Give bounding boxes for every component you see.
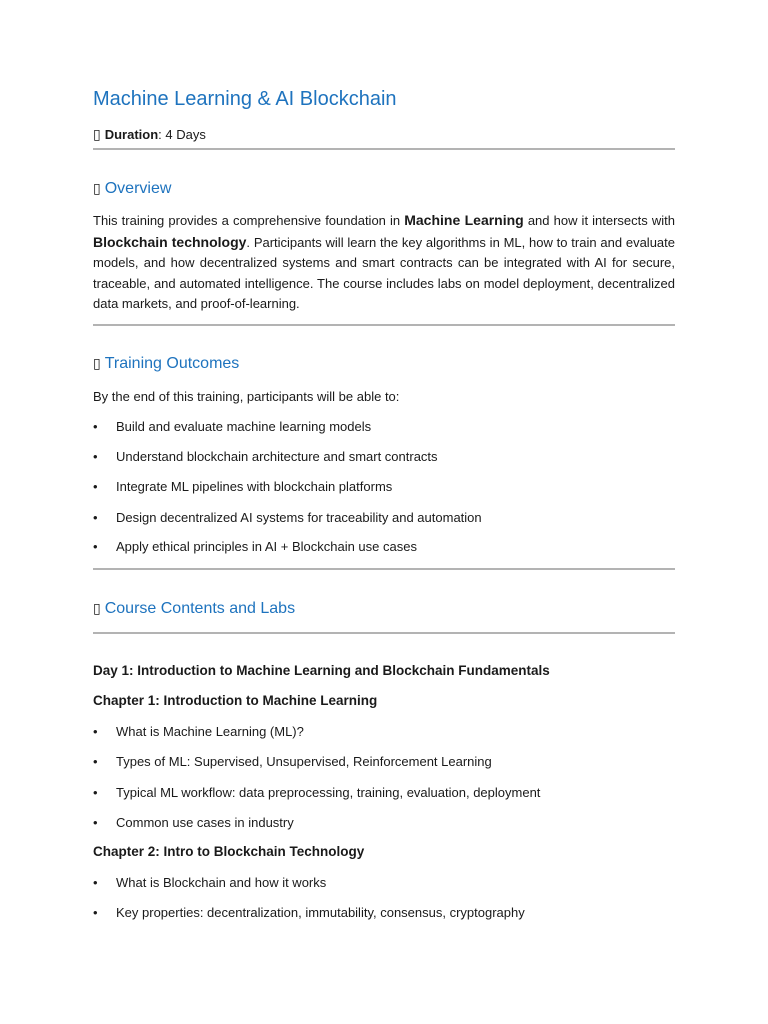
list-item-text: Typical ML workflow: data preprocessing, training, evaluation, deployment (116, 785, 541, 800)
chapter1-heading: Chapter 1: Introduction to Machine Learning (93, 693, 378, 708)
duration-line (93, 127, 206, 143)
list-item-text: Integrate ML pipelines with blockchain platforms (116, 479, 393, 494)
duration-value: : 4 Days (158, 127, 206, 142)
overview-icon: ▯ (93, 181, 101, 197)
list-item-text: Key properties: decentralization, immutability, consensus, cryptography (116, 905, 525, 920)
outcomes-intro: By the end of this training, participants will be able to: (93, 389, 400, 404)
list-item-text: Types of ML: Supervised, Unsupervised, Reinforcement Learning (116, 754, 492, 769)
list-item-text: Apply ethical principles in AI + Blockchain use cases (116, 539, 417, 554)
bullet-icon: • (93, 875, 98, 890)
bullet-icon: • (93, 815, 98, 830)
chapter2-heading: Chapter 2: Intro to Blockchain Technology (93, 844, 365, 859)
list-item-text: Common use cases in industry (116, 815, 294, 830)
divider (93, 632, 675, 634)
list-item-text: Build and evaluate machine learning models (116, 419, 372, 434)
divider (93, 148, 675, 150)
day1-heading: Day 1: Introduction to Machine Learning and Blockchain Fundamentals (93, 663, 550, 678)
outcomes-heading-text: Training Outcomes (104, 355, 240, 372)
bullet-icon: • (93, 905, 98, 920)
overview-heading-text: Overview (104, 180, 172, 197)
outcomes-icon: ▯ (93, 356, 101, 372)
bullet-icon: • (93, 724, 98, 739)
duration-label: Duration (104, 127, 159, 142)
clock-icon: ▯ (93, 127, 101, 143)
list-item-text: Understand blockchain architecture and smart contracts (116, 449, 438, 464)
bullet-icon: • (93, 510, 98, 525)
overview-bold-ml: Machine Learning (404, 212, 524, 228)
bullet-icon: • (93, 419, 98, 434)
bullet-icon: • (93, 449, 98, 464)
bullet-icon: • (93, 785, 98, 800)
document-title: Machine Learning & AI Blockchain (93, 88, 397, 110)
overview-paragraph (93, 210, 675, 315)
overview-text-1: This training provides a comprehensive foundation in (93, 213, 405, 228)
contents-heading (93, 600, 295, 618)
bullet-icon: • (93, 539, 98, 554)
divider (93, 568, 675, 570)
list-item-text: What is Machine Learning (ML)? (116, 724, 304, 739)
bullet-icon: • (93, 479, 98, 494)
list-item-text: Design decentralized AI systems for traceability and automation (116, 510, 482, 525)
divider (93, 324, 675, 326)
contents-icon: ▯ (93, 601, 101, 617)
contents-heading-text: Course Contents and Labs (104, 600, 296, 617)
outcomes-heading (93, 355, 239, 373)
overview-text-2: and how it intersects with (523, 213, 675, 228)
overview-text-3: . Participants will learn the key algorithms in ML, how to train and evaluate models, and how decentralized systems and smart contracts can be integrated with AI for secure, traceable, and automated intelligence. The course includes labs on model deployment, decentralized data markets, and proof-of-learning. (93, 234, 675, 312)
overview-heading (93, 180, 171, 198)
bullet-icon: • (93, 754, 98, 769)
list-item-text: What is Blockchain and how it works (116, 875, 327, 890)
overview-bold-blockchain: Blockchain technology (93, 233, 247, 250)
